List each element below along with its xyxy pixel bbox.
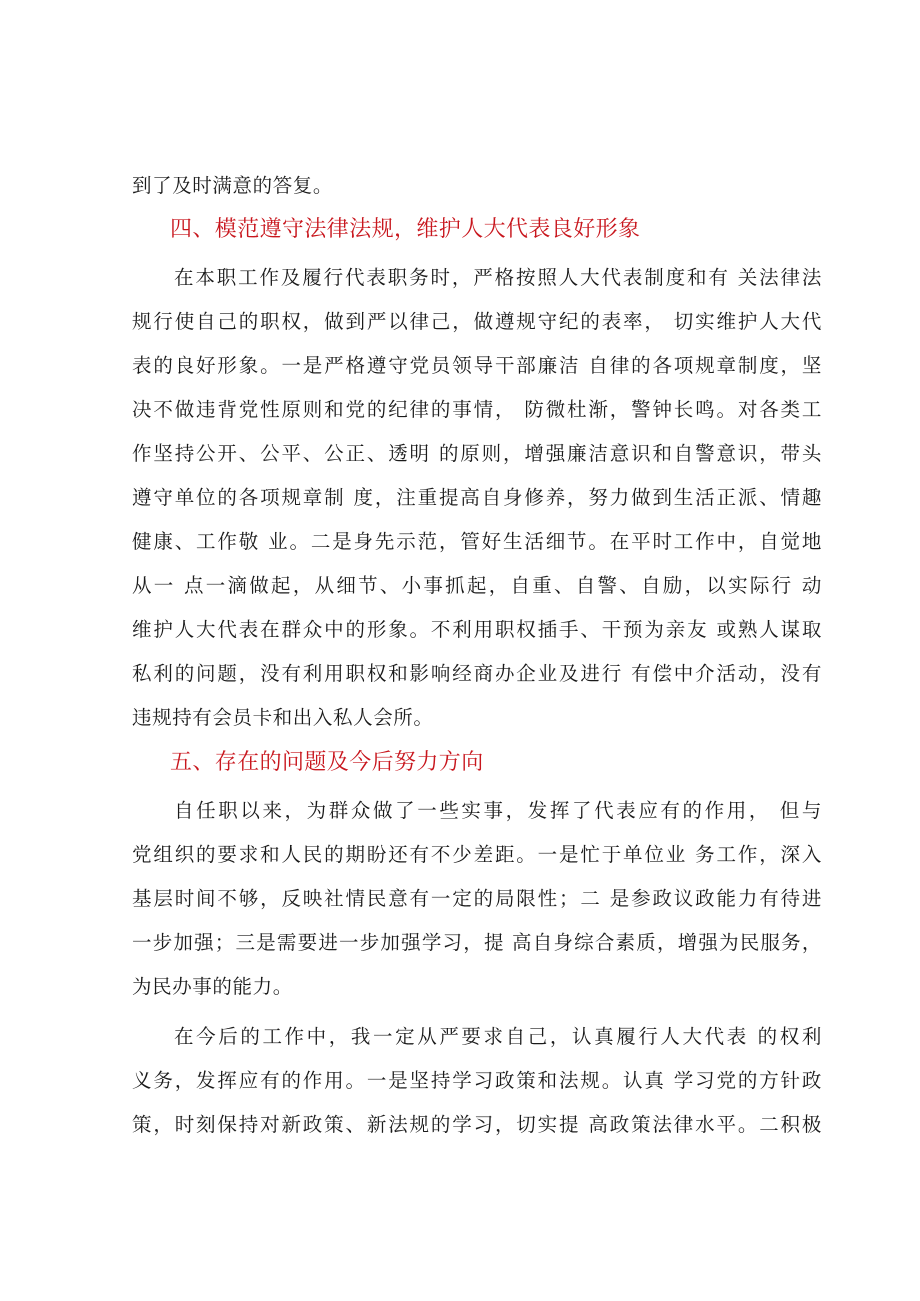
- paragraph-line: 从一 点一滴做起，从细节、小事抓起，自重、自警、自励，以实际行 动: [132, 574, 822, 597]
- paragraph-line: 基层时间不够，反映社情民意有一定的局限性；二 是参政议政能力有待进: [132, 887, 822, 910]
- section-heading-5: 五、存在的问题及今后努力方向: [170, 750, 484, 775]
- section-heading-4: 四、模范遵守法律法规，维护人大代表良好形象: [170, 217, 641, 242]
- paragraph-line: 遵守单位的各项规章制 度，注重提高自身修养，努力做到生活正派、情趣: [132, 486, 822, 509]
- paragraph-line: 违规持有会员卡和出入私人会所。: [132, 706, 434, 729]
- paragraph-line: 规行使自己的职权，做到严以律己，做遵规守纪的表率， 切实维护人大代: [132, 310, 822, 333]
- paragraph-line: 一步加强；三是需要进一步加强学习，提 高自身综合素质，增强为民服务，: [132, 931, 822, 954]
- paragraph-line: 自任职以来，为群众做了一些实事，发挥了代表应有的作用， 但与: [174, 799, 822, 822]
- paragraph-line: 党组织的要求和人民的期盼还有不少差距。一是忙于单位业 务工作，深入: [132, 843, 822, 866]
- paragraph-line: 私利的问题，没有利用职权和影响经商办企业及进行 有偿中介活动，没有: [132, 662, 822, 685]
- paragraph-line: 作坚持公开、公平、公正、透明 的原则，增强廉洁意识和自警意识，带头: [132, 442, 822, 465]
- paragraph-line: 为民办事的能力。: [132, 975, 293, 998]
- paragraph-line: 策，时刻保持对新政策、新法规的学习，切实提 高政策法律水平。二积极: [132, 1113, 822, 1136]
- paragraph-line: 义务，发挥应有的作用。一是坚持学习政策和法规。认真 学习党的方针政: [132, 1069, 822, 1092]
- text-line: 到了及时满意的答复。: [132, 174, 334, 197]
- paragraph-line: 维护人大代表在群众中的形象。不利用职权插手、干预为亲友 或熟人谋取: [132, 618, 822, 641]
- paragraph-line: 在今后的工作中，我一定从严要求自己，认真履行人大代表 的权利: [174, 1025, 822, 1048]
- paragraph-line: 表的良好形象。一是严格遵守党员领导干部廉洁 自律的各项规章制度，坚: [132, 354, 822, 377]
- paragraph-line: 在本职工作及履行代表职务时，严格按照人大代表制度和有 关法律法: [174, 266, 822, 289]
- paragraph-line: 健康、工作敬 业。二是身先示范，管好生活细节。在平时工作中，自觉地: [132, 530, 822, 553]
- paragraph-line: 决不做违背党性原则和党的纪律的事情， 防微杜渐，警钟长鸣。对各类工: [132, 398, 822, 421]
